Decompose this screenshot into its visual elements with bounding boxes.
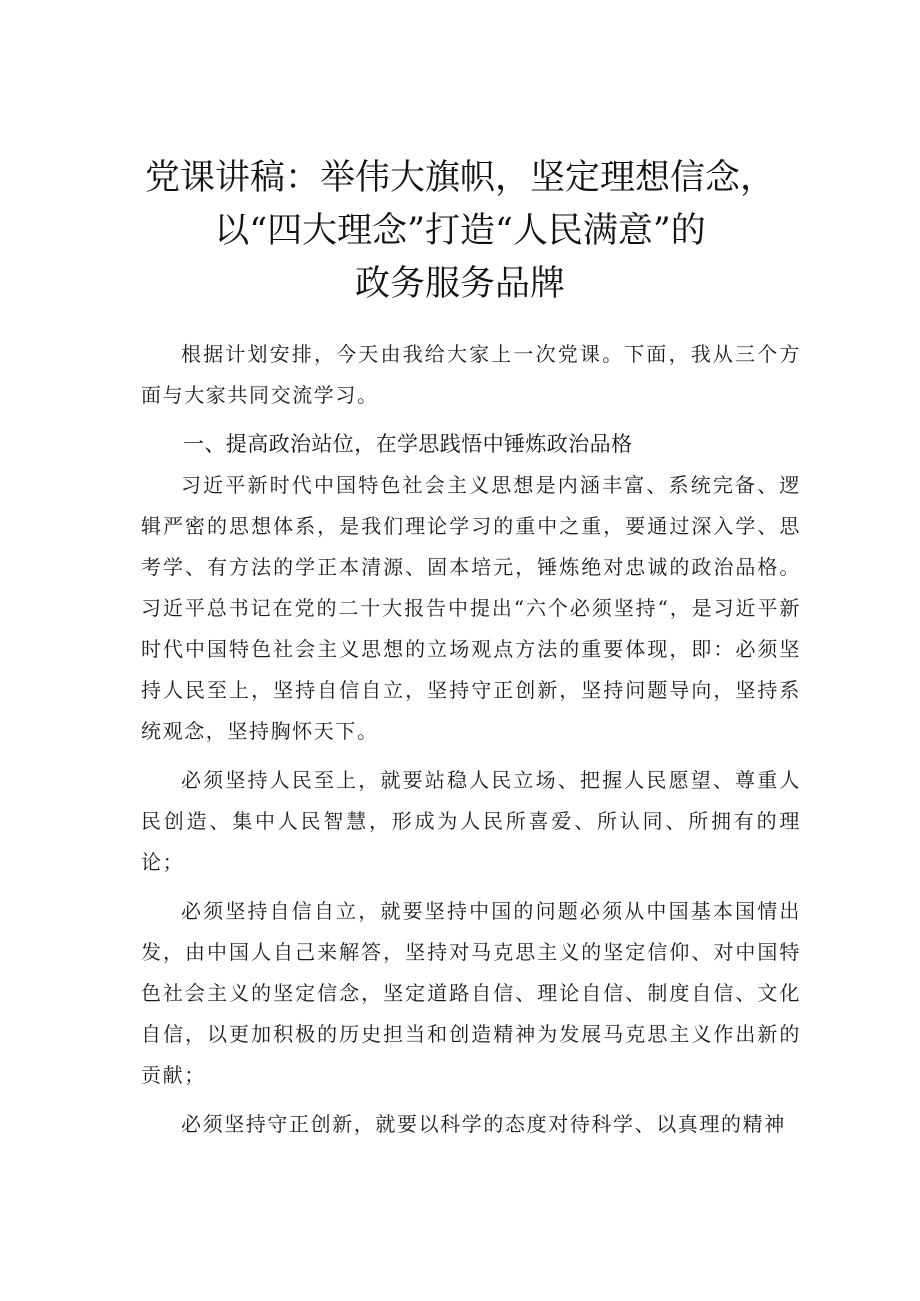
title-line-2: 以“四大理念”打造“人民满意”的 [214,211,706,251]
title-line-3: 政务服务品牌 [354,264,565,304]
body-paragraph-4: 必须坚持守正创新，就要以科学的态度对待科学、以真理的精神 [181,1112,786,1136]
body-paragraph-1: 习近平新时代中国特色社会主义思想是内涵丰富、系统完备、逻辑严密的思想体系，是我们理论学习的重中之重，要通过深入学、思考学、有方法的学正本清源、固本培元，锤炼绝对忠诚的政治品格。习近平总书记在党的二十大报告中提出“六个必须坚持“，是习近平新时代中国特色社会主义思想的立场观点方法的重要体现，即：必须坚持人民至上，坚持自信自立，坚持守正创新，坚持问题导向，坚持系统观念，坚持胸怀天下。 [141,473,801,743]
body-paragraph-2: 必须坚持人民至上，就要站稳人民立场、把握人民愿望、尊重人民创造、集中人民智慧，形成为人民所喜爱、所认同、所拥有的理论； [141,768,801,874]
title-line-1: 党课讲稿：举伟大旗帜，坚定理想信念， [144,158,775,198]
body-paragraph-3: 必须坚持自信自立，就要坚持中国的问题必须从中国基本国情出发，由中国人自己来解答，坚持对马克思主义的坚定信仰、对中国特色社会主义的坚定信念，坚定道路自信、理论自信、制度自信、文化自信，以更加积极的历史担当和创造精神为发展马克思主义作出新的贡献； [141,899,801,1087]
document-title [100,152,820,311]
intro-paragraph: 根据计划安排，今天由我给大家上一次党课。下面，我从三个方面与大家共同交流学习。 [141,342,801,407]
section-heading-1: 一、提高政治站位，在学思践悟中锤炼政治品格 [183,432,633,456]
document-body [141,334,801,1145]
